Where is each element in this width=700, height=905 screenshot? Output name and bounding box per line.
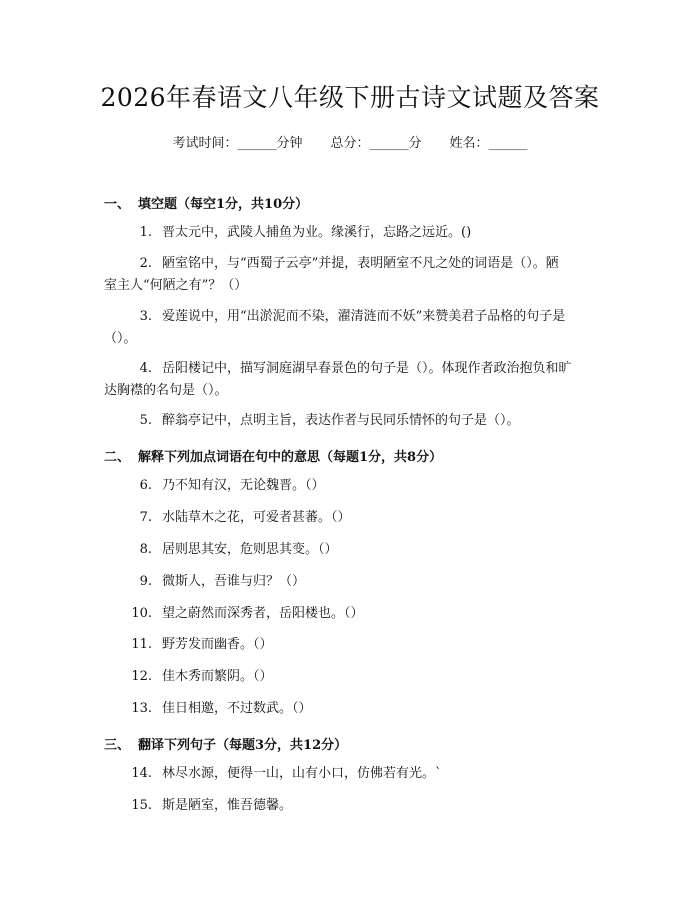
question-item: 9. 微斯人，吾谁与归？（）: [139, 574, 306, 589]
exam-info-line: [0, 132, 700, 151]
student-name-field: 姓名：______: [449, 136, 528, 151]
question-item: 1. 晋太元中，武陵人捕鱼为业。缘溪行，忘路之远近。(): [139, 225, 472, 240]
question-item: 12. 佳木秀而繁阴。（）: [131, 669, 273, 684]
question-item: 6. 乃不知有汉，无论魏晋。（）: [139, 478, 325, 493]
question-item: 8. 居则思其安，危则思其变。（）: [139, 542, 338, 557]
question-item: 14. 林尽水源，便得一山，山有小口，仿佛若有光。`: [131, 766, 442, 781]
question-item: 3. 爱莲说中，用“出淤泥而不染，濯清涟而不妖”来赞美君子品格的句子是 （）。: [104, 309, 566, 346]
question-item: 7. 水陆草木之花，可爱者甚蕃。（）: [139, 510, 351, 525]
question-item: 15. 斯是陋室，惟吾德馨。: [131, 798, 293, 813]
question-item: 11. 野芳发而幽香。（）: [131, 637, 273, 652]
question-item: 10. 望之蔚然而深秀者，岳阳楼也。（）: [131, 606, 364, 621]
exam-time-field: 考试时间：______分钟: [172, 136, 303, 151]
page-title: 2026年春语文八年级下册古诗文试题及答案: [100, 83, 600, 112]
question-item: 4. 岳阳楼记中，描写洞庭湖早春景色的句子是（）。体现作者政治抱负和旷 达胸襟的名句是（）。: [104, 361, 572, 398]
section-heading-1: 一、 填空题（每空1分，共10分）: [104, 197, 309, 212]
total-score-field: 总分：______分: [330, 136, 422, 151]
question-item: 5. 醉翁亭记中，点明主旨，表达作者与民同乐情怀的句子是（）。: [139, 413, 520, 428]
question-item: 2. 陋室铭中，与“西蜀子云亭”并提，表明陋室不凡之处的词语是（）。陋 室主人“何陋之有”？（）: [104, 256, 559, 293]
section-heading-3: 三、 翻译下列句子（每题3分，共12分）: [104, 738, 348, 753]
question-item: 13. 佳日相邀，不过数武。（）: [131, 701, 312, 716]
section-heading-2: 二、 解释下列加点词语在句中的意思（每题1分，共8分）: [104, 450, 443, 465]
